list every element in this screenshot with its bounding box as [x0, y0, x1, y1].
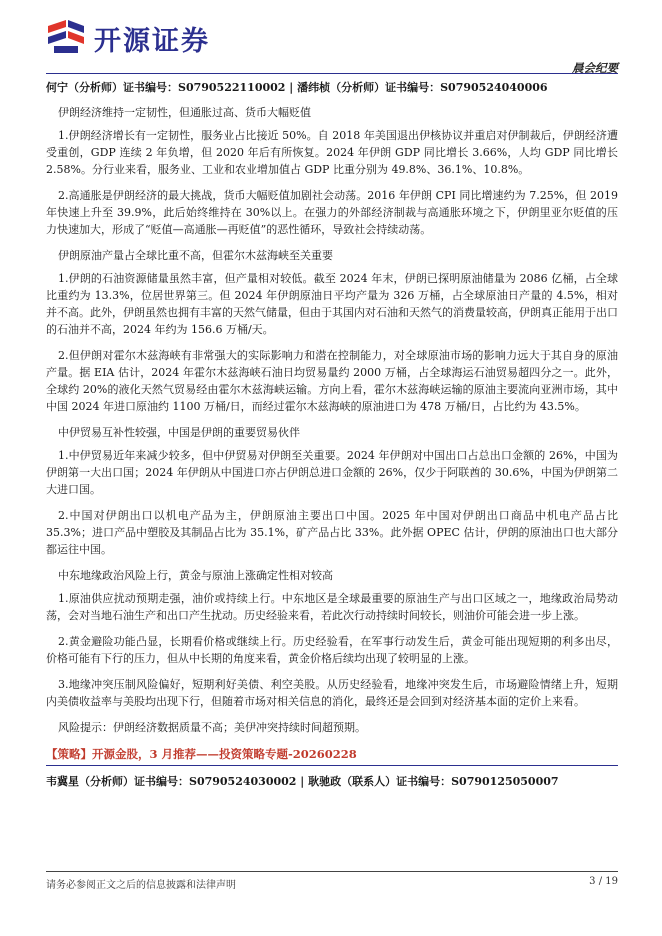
- main-content: [46, 78, 618, 792]
- footer-disclaimer: 请务必参阅正文之后的信息披露和法律声明: [46, 880, 236, 891]
- footer-divider: [46, 871, 618, 872]
- page-number: 3 / 19: [589, 876, 618, 887]
- logo-mark-icon: [46, 18, 86, 58]
- report-type-label: 晨会纪要: [572, 61, 618, 75]
- risk-warning: 风险提示：伊朗经济数据质量不高；美伊冲突持续时间超预期。: [58, 721, 366, 734]
- section-heading: 中伊贸易互补性较强，中国是伊朗的重要贸易伙伴: [58, 426, 300, 439]
- paragraph: 2.中国对伊朗出口以机电产品为主，伊朗原油主要出口中国。2025 年中国对伊朗出口商品中机电产品占比 35.3%；进口产品中塑胶及其制品占比为 35.1%，矿产品占比 33%。此外据 OPEC 估计，伊朗的原油出口也大部分都运往中国。: [46, 509, 618, 556]
- paragraph: 1.原油供应扰动预期走强，油价或持续上行。中东地区是全球最重要的原油生产与出口区域之一，地缘政治局势动荡，会对当地石油生产和出口产生扰动。历史经验来看，若此次行动持续时间较长，则油价可能会进一步上涨。: [46, 592, 618, 622]
- paragraph: 2.黄金避险功能凸显，长期看价格或继续上行。历史经验看，在军事行动发生后，黄金可能出现短期的利多出尽，价格可能有下行的压力，但从中长期的角度来看，黄金价格后续均出现了较明显的上涨。: [46, 635, 618, 665]
- section-economy: [46, 104, 618, 238]
- paragraph: 2.高通胀是伊朗经济的最大挑战，货币大幅贬值加剧社会动荡。2016 年伊朗 CPI 同比增速约为 7.25%，但 2019 年快速上升至 39.9%，此后始终维持在 30%以上。在强力的外部经济制裁与高通胀环境之下，伊朗里亚尔贬值的压力快速加大，形成了“贬值—高通胀—再贬值”的恶性循环，导致社会持续动荡。: [46, 189, 618, 236]
- strategy-divider: [46, 765, 618, 766]
- page-header: [46, 14, 618, 75]
- header-divider: [46, 73, 618, 74]
- paragraph: 3.地缘冲突压制风险偏好，短期利好美债、利空美股。从历史经验看，地缘冲突发生后，市场避险情绪上升，短期内美债收益率与美股均出现下行，但随着市场对相关信息的消化，最终还是会回到对经济基本面的定价上来看。: [46, 678, 618, 708]
- strategy-report-title: 【策略】开源金股，3 月推荐——投资策略专题-20260228: [46, 747, 357, 761]
- section-trade: [46, 424, 618, 558]
- section-oil: [46, 247, 618, 415]
- paragraph: 1.中伊贸易近年来减少较多，但中伊贸易对伊朗至关重要。2024 年伊朗对中国出口占总出口金额的 26%，中国为伊朗第一大出口国；2024 年伊朗从中国进口亦占伊朗总进口金额的 26%，仅少于阿联酋的 30.6%，中国为伊朗第二大进口国。: [46, 449, 618, 496]
- strategy-author-line: 韦冀星（分析师）证书编号：S0790524030002 | 耿驰政（联系人）证书编号：S0790125050007: [46, 775, 559, 788]
- paragraph: 2.但伊朗对霍尔木兹海峡有非常强大的实际影响力和潜在控制能力，对全球原油市场的影响力远大于其自身的原油产量。据 EIA 估计，2024 年霍尔木兹海峡石油日均贸易量约 2000 万桶，占全球海运石油贸易超四分之一。此外，全球约 20%的液化天然气贸易经由霍尔木兹海峡运输。方向上看，霍尔木兹海峡运输的原油主要流向亚洲市场，其中中国 2024 年进口原油约 1100 万桶/日，而经过霍尔木兹海峡的原油进口为 478 万桶/日，占比约为 43.5%。: [46, 349, 618, 413]
- paragraph: 1.伊朗的石油资源储量虽然丰富，但产量相对较低。截至 2024 年末，伊朗已探明原油储量为 2086 亿桶，占全球比重约为 13.3%，位居世界第三。但 2024 年伊朗原油日平均产量为 326 万桶，占全球原油日产量的 4.5%，相对并不高。此外，伊朗虽然也拥有丰富的天然气储量，但由于其国内对石油和天然气的消费量较高，伊朗真正能用于出口的石油并不高，2024 年约为 156.6 万桶/天。: [46, 272, 618, 336]
- section-geopolitics: [46, 567, 618, 736]
- section-heading: 伊朗经济维持一定韧性，但通胀过高、货币大幅贬值: [58, 106, 311, 119]
- paragraph: 1.伊朗经济增长有一定韧性，服务业占比接近 50%。自 2018 年美国退出伊核协议并重启对伊制裁后，伊朗经济遭受重创，GDP 连续 2 年负增，但 2020 年后有所恢复。2024 年伊朗 GDP 同比增长 3.66%，人均 GDP 同比增长 2.58%。分行业来看，服务业、工业和农业增加值占 GDP 比重分别为 49.8%、36.1%、10.8%。: [46, 129, 618, 176]
- author-line: 何宁（分析师）证书编号：S0790522110002 | 潘纬桢（分析师）证书编号：S0790524040006: [46, 81, 548, 94]
- logo-text: 开源证券: [94, 25, 210, 57]
- company-logo: [46, 18, 210, 58]
- section-heading: 中东地缘政治风险上行，黄金与原油上涨确定性相对较高: [58, 569, 333, 582]
- section-heading: 伊朗原油产量占全球比重不高，但霍尔木兹海峡至关重要: [58, 249, 333, 262]
